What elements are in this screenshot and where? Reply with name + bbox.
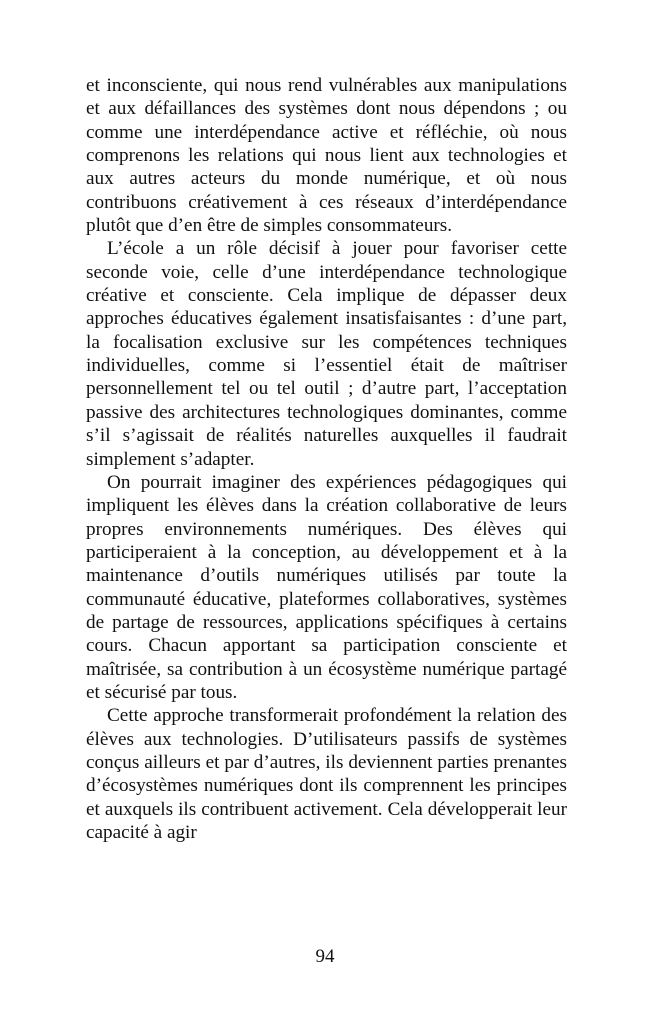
body-text	[86, 74, 567, 844]
paragraph-4: Cette approche transformerait profondément la relation des élèves aux technologies. D’utilisateurs passifs de systèmes conçus ailleurs et par d’autres, ils deviennent parties prenantes d’écosystèmes numériques dont ils comprennent les principes et auxquels ils contribuent activement. Cela développerait leur capacité à agir	[86, 705, 567, 843]
paragraph-1: et inconsciente, qui nous rend vulnérables aux manipulations et aux défaillances des systèmes dont nous dépendons ; ou comme une interdépendance active et réfléchie, où nous comprenons les relations qui nous lient aux technologies et aux autres acteurs du monde numérique, et où nous contribuons créativement à ces réseaux d’interdépendance plutôt que d’en être de simples consommateurs.	[86, 75, 567, 237]
paragraph-3: On pourrait imaginer des expériences pédagogiques qui impliquent les élèves dans la création collaborative de leurs propres environnements numériques. Des élèves qui participeraient à la conception, au développement et à la maintenance d’outils numériques utilisés par toute la communauté éducative, plateformes collaboratives, systèmes de partage de ressources, applications spécifiques à certains cours. Chacun apportant sa participation consciente et maîtrisée, sa contribution à un écosystème numérique partagé et sécurisé par tous.	[86, 471, 567, 703]
page-number: 94	[315, 946, 335, 967]
paragraph-2: L’école a un rôle décisif à jouer pour favoriser cette seconde voie, celle d’une interdépendance technologique créative et consciente. Cela implique de dépasser deux approches éducatives également insatisfaisantes : d’une part, la focalisation exclusive sur les compétences techniques individuelles, comme si l’essentiel était de maîtriser personnellement tel ou tel outil ; d’autre part, l’acceptation passive des architectures technologiques dominantes, comme s’il s’agissait de réalités naturelles auxquelles il faudrait simplement s’adapter.	[86, 238, 567, 470]
